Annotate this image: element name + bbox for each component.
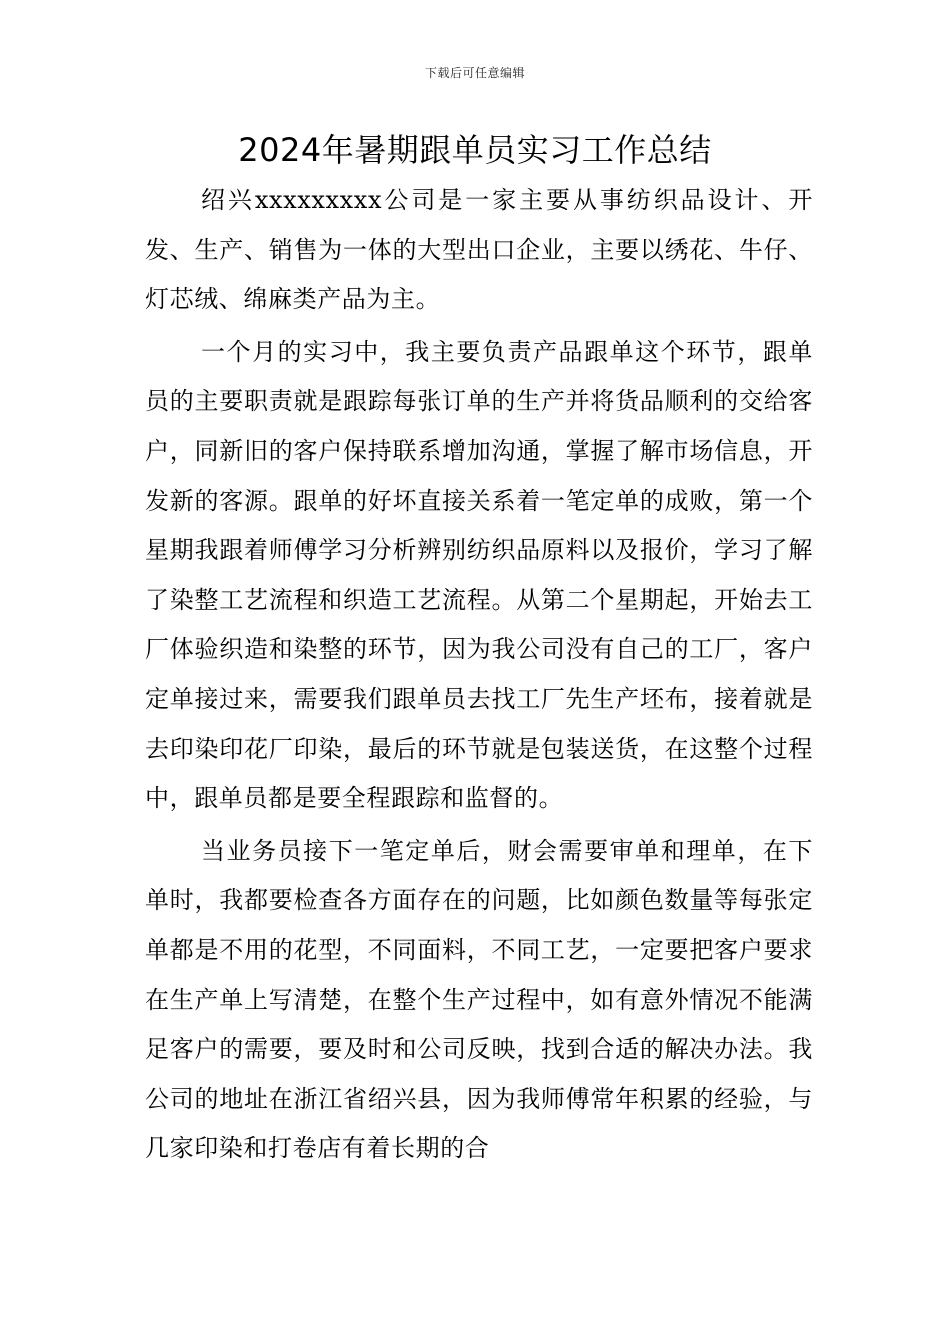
header-note: 下载后可任意编辑 bbox=[424, 66, 525, 80]
paragraph-internship-duties: 一个月的实习中，我主要负责产品跟单这个环节，跟单员的主要职责就是跟踪每张订单的生产并将货品顺利的交给客户，同新旧的客户保持联系增加沟通，掌握了解市场信息，开发新的客源。跟单的好坏直接关系着一笔定单的成败，第一个星期我跟着师傅学习分析辨别纺织品原料以及报价，学习了解了染整工艺流程和织造工艺流程。从第二个星期起，开始去工厂体验织造和染整的环节，因为我公司没有自己的工厂，客户定单接过来，需要我们跟单员去找工厂先生产坯布，接着就是去印染印花厂印染，最后的环节就是包装送货，在这整个过程中，跟单员都是要全程跟踪和监督的。 bbox=[145, 337, 813, 813]
paragraph-company-intro: 绍兴xxxxxxxxx公司是一家主要从事纺织品设计、开发、生产、销售为一体的大型出口企业，主要以绣花、牛仔、灯芯绒、绵麻类产品为主。 bbox=[145, 186, 813, 314]
document-title: 2024年暑期跟单员实习工作总结 bbox=[238, 131, 712, 169]
paragraph-order-process: 当业务员接下一笔定单后，财会需要审单和理单，在下单时，我都要检查各方面存在的问题，比如颜色数量等每张定单都是不用的花型，不同面料，不同工艺，一定要把客户要求在生产单上写清楚，在整个生产过程中，如有意外情况不能满足客户的需要，要及时和公司反映，找到合适的解决办法。我公司的地址在浙江省绍兴县，因为我师傅常年积累的经验，与几家印染和打卷店有着长期的合 bbox=[145, 836, 813, 1163]
document-body bbox=[145, 176, 813, 1174]
